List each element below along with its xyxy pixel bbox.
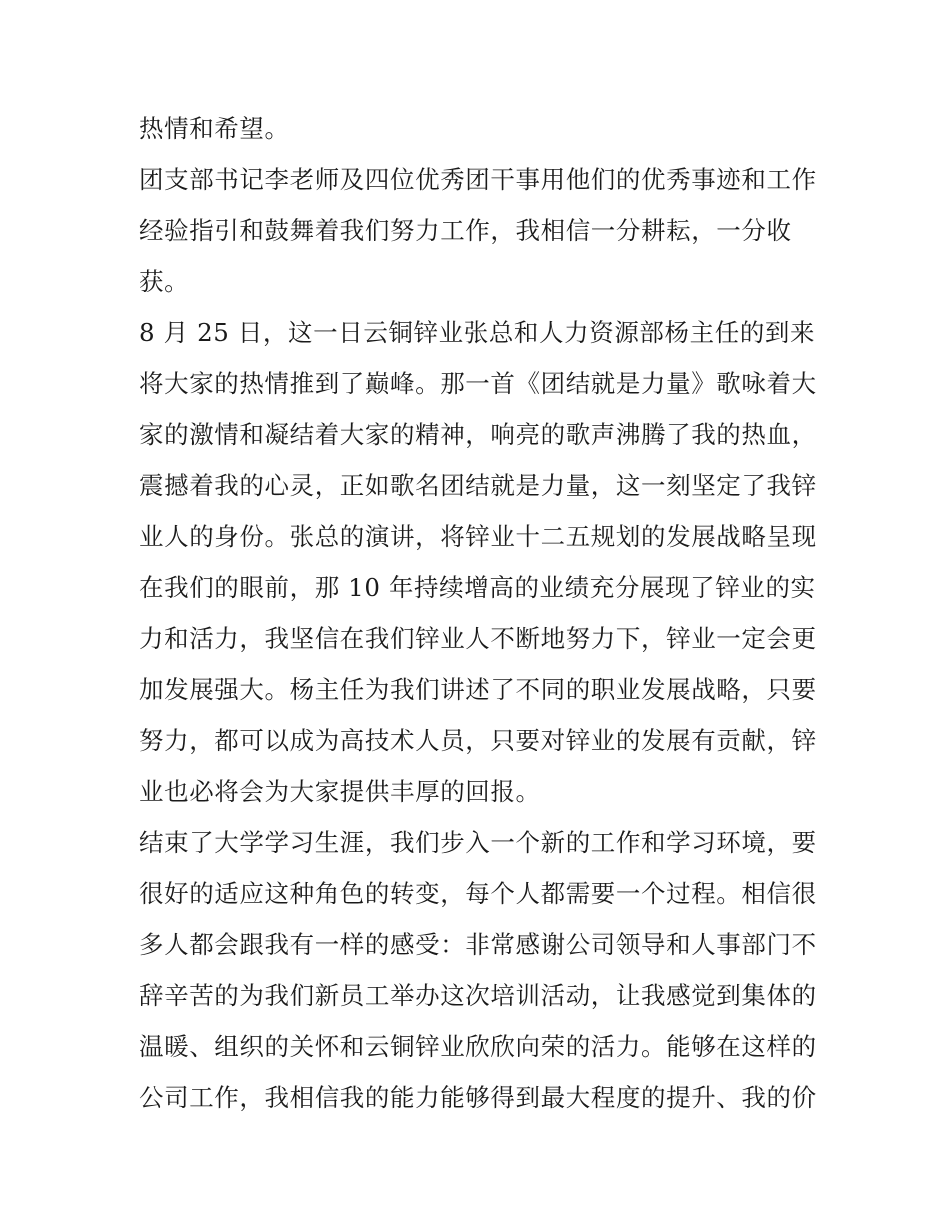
text-line: 业人的身份。张总的演讲，将锌业十二五规划的发展战略呈现 — [139, 522, 817, 551]
text-line: 热情和希望。 — [139, 114, 290, 143]
text-line: 团支部书记李老师及四位优秀团干事用他们的优秀事迹和工作 — [139, 165, 817, 194]
text-line: 力和活力，我坚信在我们锌业人不断地努力下，锌业一定会更 — [139, 624, 817, 653]
text-line: 结束了大学学习生涯，我们步入一个新的工作和学习环境，要 — [139, 828, 817, 857]
text-line: 加发展强大。杨主任为我们讲述了不同的职业发展战略，只要 — [139, 675, 817, 704]
text-line: 业也必将会为大家提供丰厚的回报。 — [139, 777, 541, 806]
text-line: 震撼着我的心灵，正如歌名团结就是力量，这一刻坚定了我锌 — [139, 471, 817, 500]
body-text — [139, 103, 819, 1123]
text-line: 很好的适应这种角色的转变，每个人都需要一个过程。相信很 — [139, 879, 817, 908]
text-line: 公司工作，我相信我的能力能够得到最大程度的提升、我的价 — [139, 1083, 817, 1112]
text-line: 家的激情和凝结着大家的精神，响亮的歌声沸腾了我的热血， — [139, 420, 817, 449]
text-line: 获。 — [139, 267, 190, 296]
text-line: 努力，都可以成为高技术人员，只要对锌业的发展有贡献，锌 — [139, 726, 817, 755]
text-line: 多人都会跟我有一样的感受：非常感谢公司领导和人事部门不 — [139, 930, 817, 959]
text-line: 在我们的眼前，那 10 年持续增高的业绩充分展现了锌业的实 — [139, 573, 816, 602]
text-line: 8 月 25 日，这一日云铜锌业张总和人力资源部杨主任的到来 — [139, 318, 816, 347]
text-line: 温暖、组织的关怀和云铜锌业欣欣向荣的活力。能够在这样的 — [139, 1032, 817, 1061]
text-line: 经验指引和鼓舞着我们努力工作，我相信一分耕耘，一分收 — [139, 216, 792, 245]
text-line: 辞辛苦的为我们新员工举办这次培训活动，让我感觉到集体的 — [139, 981, 817, 1010]
text-line: 将大家的热情推到了巅峰。那一首《团结就是力量》歌咏着大 — [139, 369, 817, 398]
